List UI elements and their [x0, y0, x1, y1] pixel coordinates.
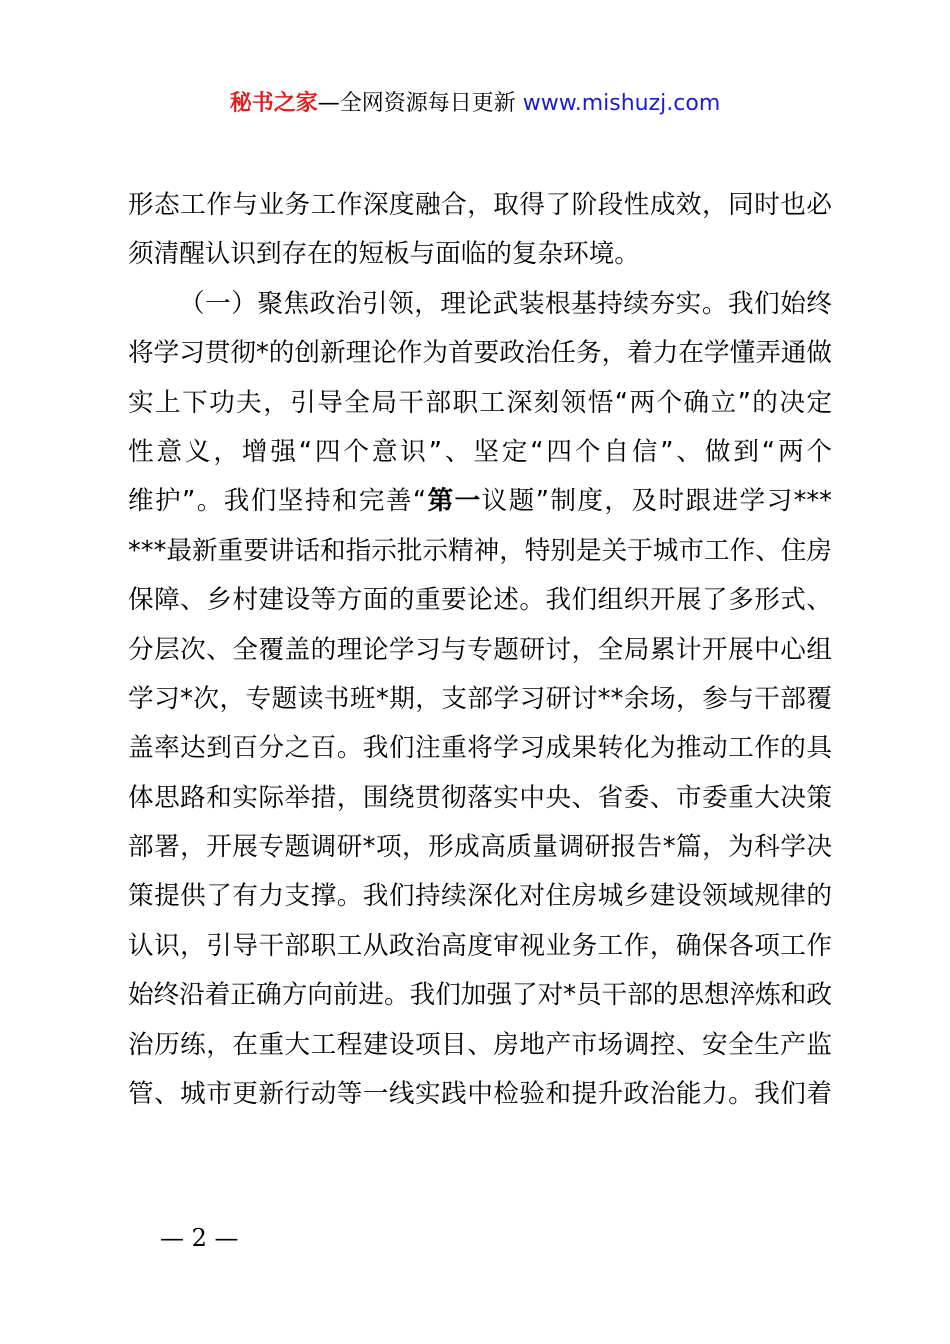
text-line: 保障、乡村建设等方面的重要论述。我们组织开展了多形式、	[128, 585, 832, 616]
text-line: 分层次、全覆盖的理论学习与专题研讨，全局累计开展中心组	[128, 634, 832, 665]
text-line: 须清醒认识到存在的短板与面临的复杂环境。	[128, 239, 640, 270]
text-line: 始终沿着正确方向前进。我们加强了对*员干部的思想淬炼和政	[128, 980, 832, 1011]
header-url[interactable]: www.mishuzj.com	[522, 91, 721, 116]
text-line: （一）聚焦政治引领，理论武装根基持续夯实。我们始终	[179, 288, 832, 319]
text-line: 性意义，增强“四个意识”、坚定“四个自信”、做到“两个	[128, 436, 832, 467]
text-line: 盖率达到百分之百。我们注重将学习成果转化为推动工作的具	[128, 733, 832, 764]
text-line: 形态工作与业务工作深度融合，取得了阶段性成效，同时也必	[128, 190, 832, 220]
paragraph-section-one	[128, 280, 832, 1120]
text-line: 治历练，在重大工程建设项目、房地产市场调控、安全生产监	[128, 1029, 832, 1060]
text-line: 部署，开展专题调研*项，形成高质量调研报告*篇，为科学决	[128, 832, 832, 863]
brand-name: 秘书之家	[229, 91, 318, 116]
header-slogan: —全网资源每日更新	[317, 91, 523, 116]
text-line: 将学习贯彻*的创新理论作为首要政治任务，着力在学懂弄通做	[128, 338, 832, 369]
text-segment: 议题”制度，及时跟进学习***	[481, 486, 832, 517]
text-line: 管、城市更新行动等一线实践中检验和提升政治能力。我们着	[128, 1079, 832, 1110]
page-number: — 2 —	[160, 1224, 239, 1252]
paragraph-continuation	[128, 181, 832, 280]
text-segment: 维护”。我们坚持和完善“	[128, 486, 427, 517]
text-line: ***最新重要讲话和指示批示精神，特别是关于城市工作、住房	[128, 535, 832, 566]
text-line: 体思路和实际举措，围绕贯彻落实中央、省委、市委重大决策	[128, 782, 832, 813]
text-line: 实上下功夫，引导全局干部职工深刻领悟“两个确立”的决定	[128, 387, 832, 418]
text-line: 策提供了有力支撑。我们持续深化对住房城乡建设领域规律的	[128, 881, 832, 912]
bold-text: 第一	[426, 486, 482, 517]
text-line: 认识，引导干部职工从政治高度审视业务工作，确保各项工作	[128, 930, 832, 961]
text-line: 学习*次，专题读书班*期，支部学习研讨**余场，参与干部覆	[128, 683, 832, 714]
text-line	[128, 477, 832, 526]
watermark-header	[0, 88, 950, 120]
document-body	[128, 181, 832, 1119]
